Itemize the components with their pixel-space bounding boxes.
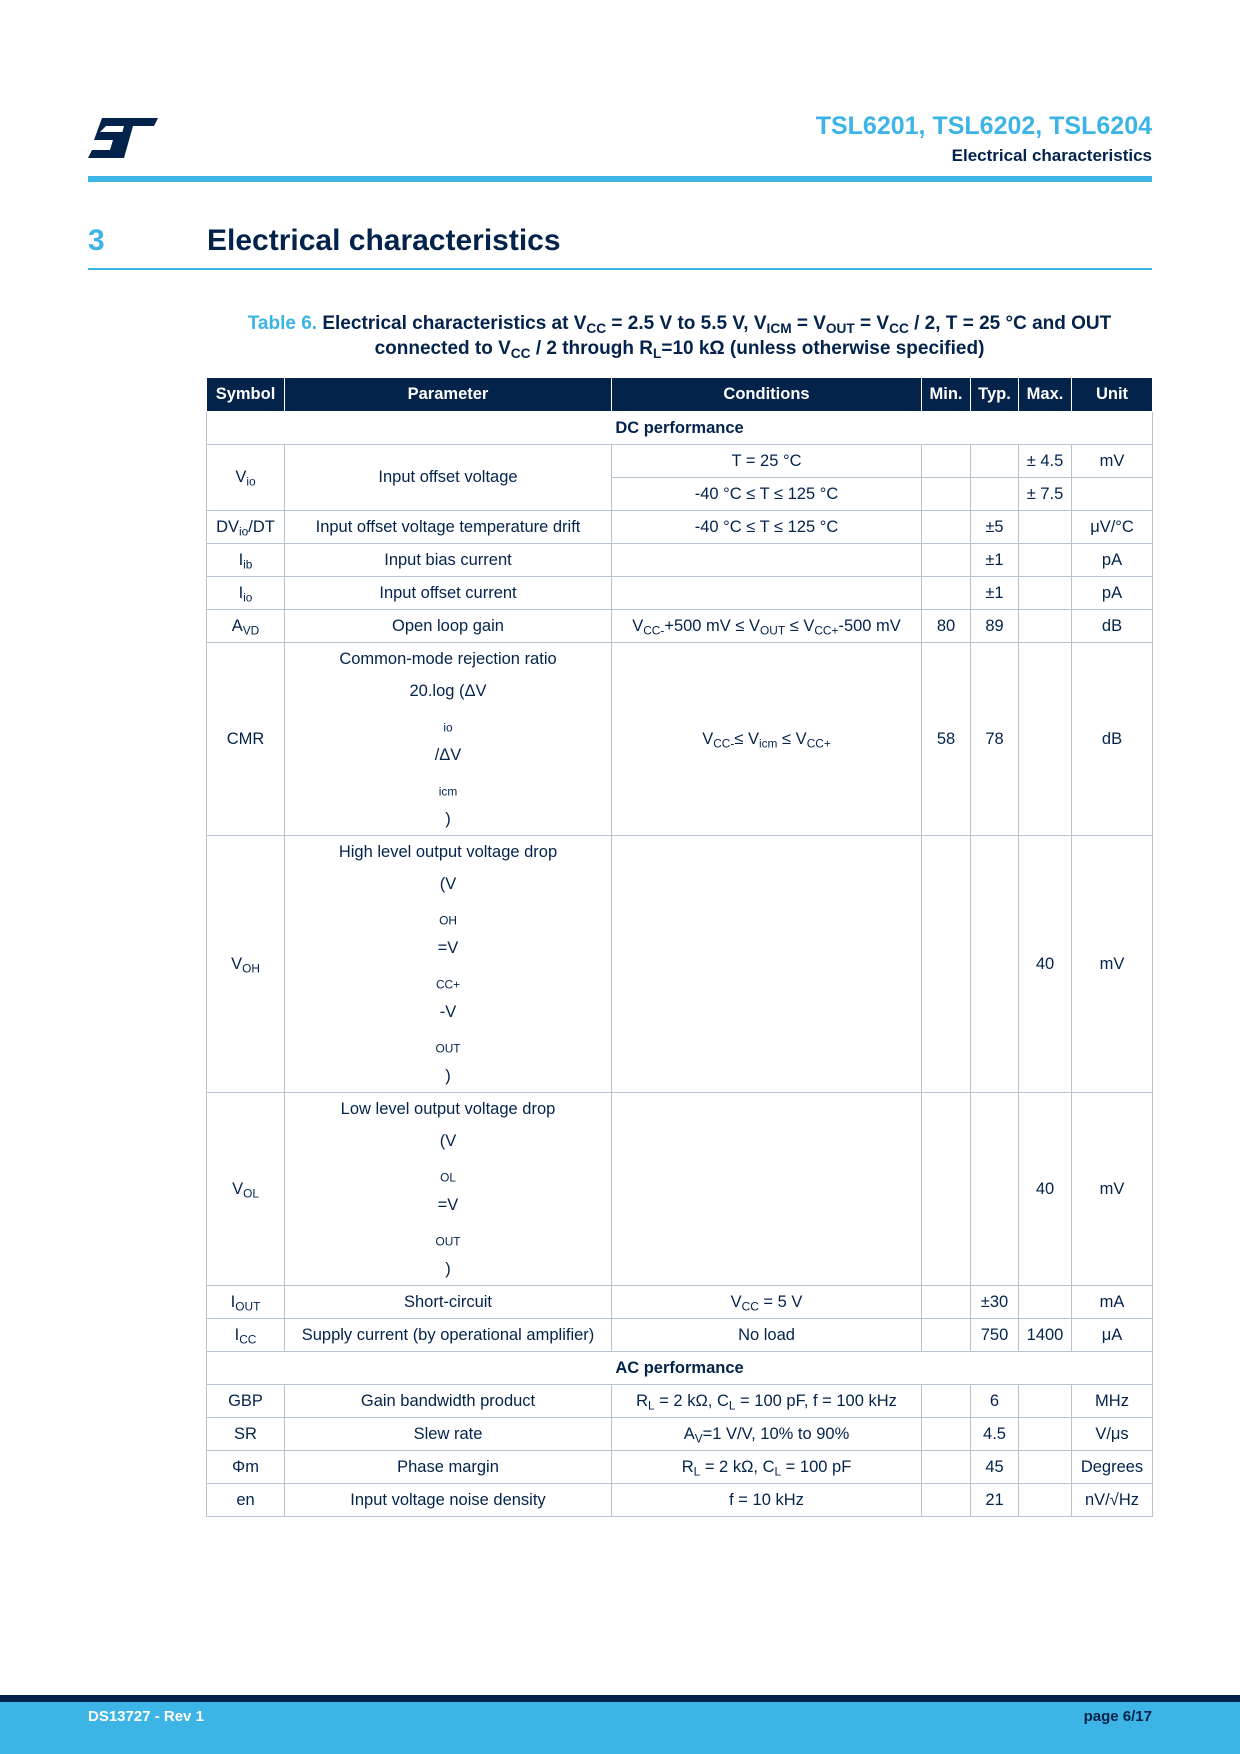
column-header: Parameter bbox=[285, 378, 612, 412]
table-number: Table 6. bbox=[247, 313, 318, 334]
table-row: Φm Phase margin $R_L = 2$ kΩ, $C_L = 100$ pF 45 Degrees bbox=[207, 1451, 1153, 1484]
header-divider bbox=[88, 176, 1152, 182]
table-row: -40 °C ≤ T ≤ 125 °C ± 7.5 bbox=[207, 478, 1153, 511]
table-caption: Table 6. Electrical characteristics at $V_{CC} = 2.5$ V to 5.5 V, $V_{ICM} = V_{OUT} = V_{CC} / 2$, T = 25 °C and OUT connected to $V_{CC} / 2$ through $R_L=10$ kΩ (unless otherwise specified) bbox=[247, 313, 1112, 362]
table-row: $V_{OL}$ Low level output voltage drop (V $_{OL}$ =V $_{OUT}$ ) 40 mV bbox=[207, 1093, 1153, 1286]
table-row: $I_{ib}$ Input bias current ±1 pA bbox=[207, 544, 1153, 577]
page-number: page 6/17 bbox=[1083, 1708, 1152, 1725]
table-row: $DV_{io}/DT$ Input offset voltage temperature drift -40 °C ≤ T ≤ 125 °C ±5 μV/°C bbox=[207, 511, 1153, 544]
document-title: TSL6201, TSL6202, TSL6204 bbox=[815, 112, 1152, 140]
table-row: $I_{io}$ Input offset current ±1 pA bbox=[207, 577, 1153, 610]
section-row-ac: AC performance bbox=[207, 1352, 1153, 1385]
section-row-dc: DC performance bbox=[207, 412, 1153, 445]
column-header: Max. bbox=[1019, 378, 1072, 412]
column-header: Typ. bbox=[971, 378, 1019, 412]
table-row: SR Slew rate $A_V=1$ V/V, 10% to 90% 4.5 V/μs bbox=[207, 1418, 1153, 1451]
st-logo-icon bbox=[88, 118, 158, 158]
document-id: DS13727 - Rev 1 bbox=[88, 1708, 204, 1725]
electrical-characteristics-table bbox=[206, 377, 1153, 1517]
document-subtitle: Electrical characteristics bbox=[951, 146, 1152, 165]
table-row: CMR Common-mode rejection ratio 20.log (ΔV $_{io}$ /ΔV $_{icm}$ ) $V_{CC-}\le V_{icm} \le V_{CC+}$ 58 78 dB bbox=[207, 643, 1153, 836]
table-row: $I_{OUT}$ Short-circuit $V_{CC} = 5$ V ±30 mA bbox=[207, 1286, 1153, 1319]
table-row: $V_{OH}$ High level output voltage drop (V $_{OH}$ =V $_{CC+}$ -V $_{OUT}$ ) 40 mV bbox=[207, 836, 1153, 1093]
table-row: GBP Gain bandwidth product $R_L = 2$ kΩ, $C_L = 100$ pF, f = 100 kHz 6 MHz bbox=[207, 1385, 1153, 1418]
column-header: Conditions bbox=[612, 378, 922, 412]
section-title: Electrical characteristics bbox=[207, 224, 561, 257]
section-divider bbox=[88, 268, 1152, 270]
table-row: en Input voltage noise density f = 10 kHz 21 nV/√Hz bbox=[207, 1484, 1153, 1517]
column-header: Symbol bbox=[207, 378, 285, 412]
table-row: $I_{CC}$ Supply current (by operational amplifier) No load 750 1400 μA bbox=[207, 1319, 1153, 1352]
footer-divider bbox=[0, 1695, 1240, 1702]
column-header: Min. bbox=[922, 378, 971, 412]
table-header-row bbox=[207, 378, 1153, 412]
section-number: 3 bbox=[88, 224, 105, 257]
column-header: Unit bbox=[1072, 378, 1153, 412]
table-row: $V_{io}$ Input offset voltage T = 25 °C ± 4.5 mV bbox=[207, 445, 1153, 478]
table-row: $A_{VD}$ Open loop gain $V_{CC-}+500$ mV ≤ $V_{OUT} \le V_{CC+}-500$ mV 80 89 dB bbox=[207, 610, 1153, 643]
